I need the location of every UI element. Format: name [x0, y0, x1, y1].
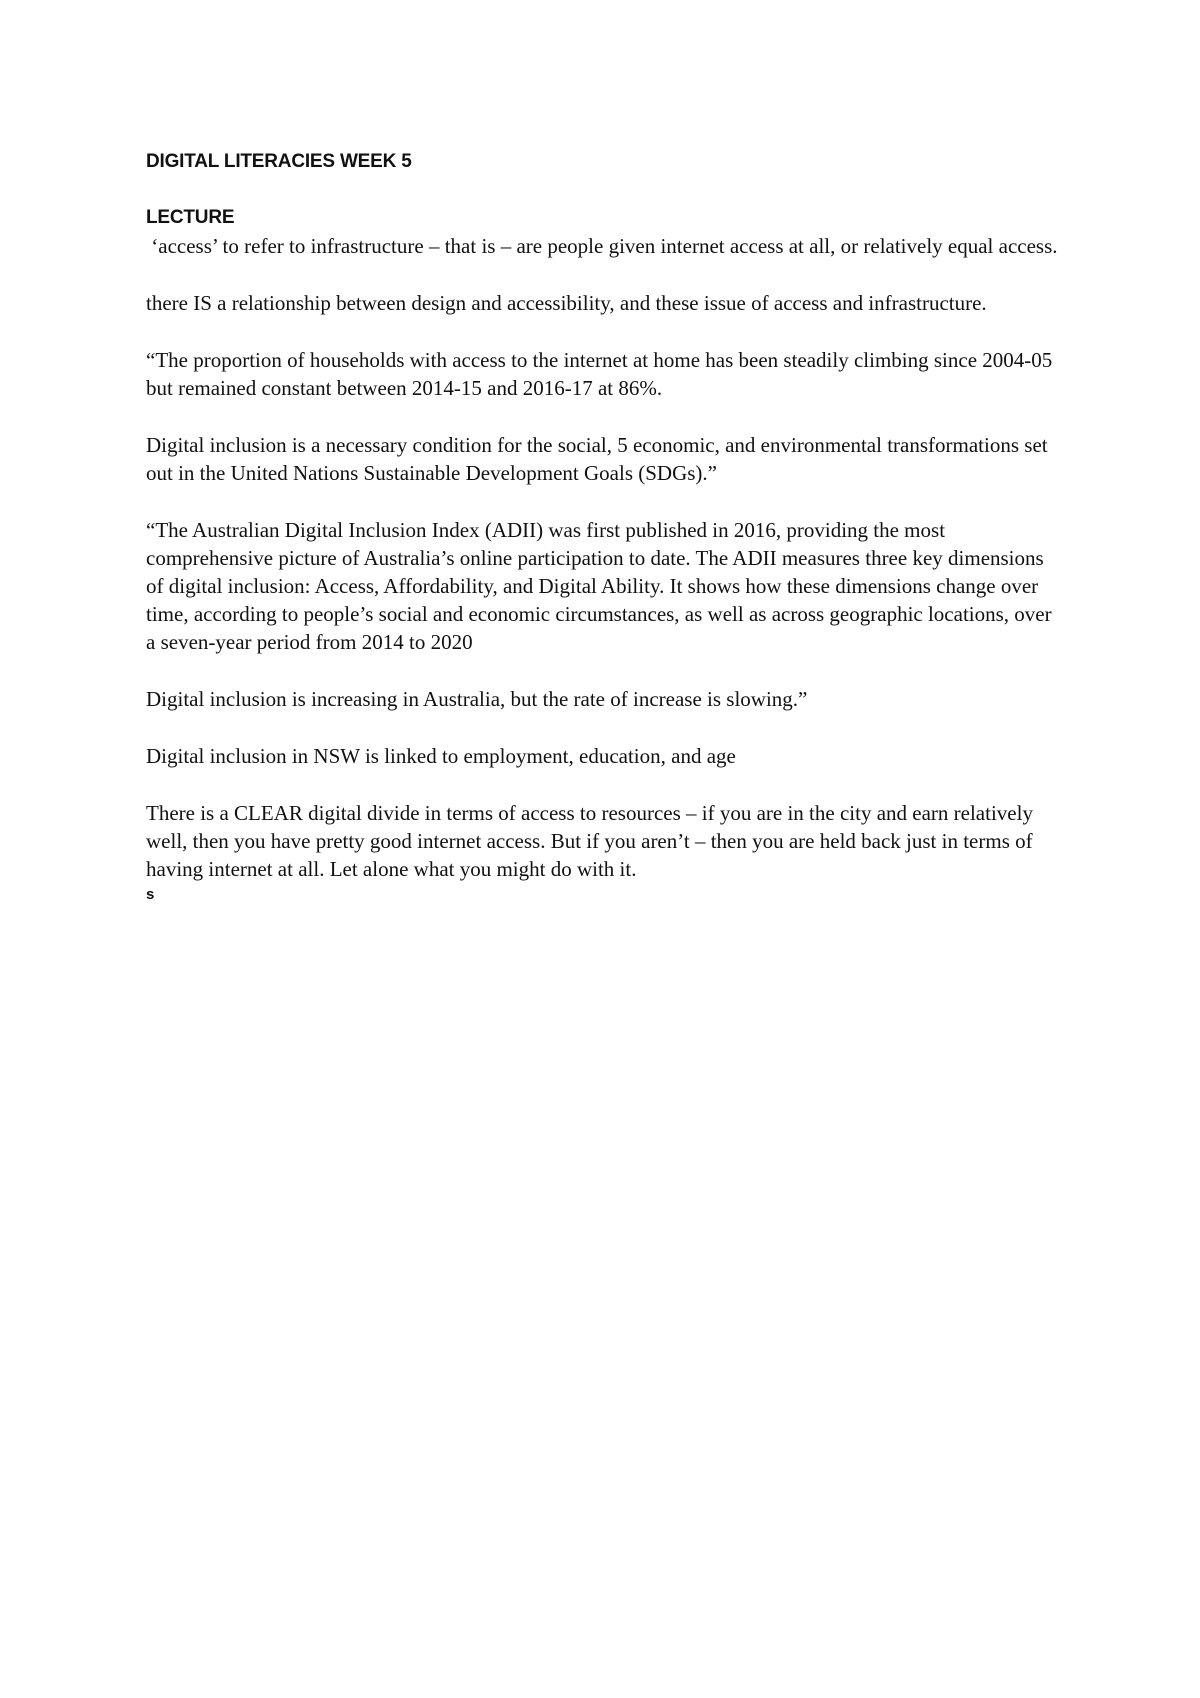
paragraph-digital-divide: There is a CLEAR digital divide in terms of access to resources – if you are in the city and earn relatively well, then you have pretty good internet access. But if you aren’t – then you are held back just in terms of having internet at all. Let alone what you might do with it.: [146, 801, 1039, 881]
paragraph-sdgs: Digital inclusion is a necessary condition for the social, 5 economic, and environmental transformations set out in the United Nations Sustainable Development Goals (SDGs).”: [146, 433, 1053, 485]
document-title: DIGITAL LITERACIES WEEK 5: [146, 151, 412, 172]
paragraph-nsw-inclusion: Digital inclusion in NSW is linked to employment, education, and age: [146, 744, 736, 768]
trailing-mark: s: [146, 886, 155, 903]
paragraph-inclusion-increasing: Digital inclusion is increasing in Australia, but the rate of increase is slowing.”: [146, 687, 808, 711]
paragraph-household-access-quote: “The proportion of households with access to the internet at home has been steadily climbing since 2004-05 but remained constant between 2014-15 and 2016-17 at 86%.: [146, 348, 1058, 400]
paragraph-design-accessibility: there IS a relationship between design and accessibility, and these issue of access and infrastructure.: [146, 291, 987, 315]
paragraph-access-definition: ‘access’ to refer to infrastructure – that is – are people given internet access at all, or relatively equal access.: [146, 234, 1058, 258]
paragraph-adii: “The Australian Digital Inclusion Index (ADII) was first published in 2016, providing the most comprehensive picture of Australia’s online participation to date. The ADII measures three key dimensions of digital inclusion: Access, Affordability, and Digital Ability. It shows how these dimensions change over time, according to people’s social and economic circumstances, as well as across geographic locations, over a seven-year period from 2014 to 2020: [146, 518, 1057, 654]
section-heading-lecture: LECTURE: [146, 207, 235, 228]
document-body: [146, 148, 1066, 904]
